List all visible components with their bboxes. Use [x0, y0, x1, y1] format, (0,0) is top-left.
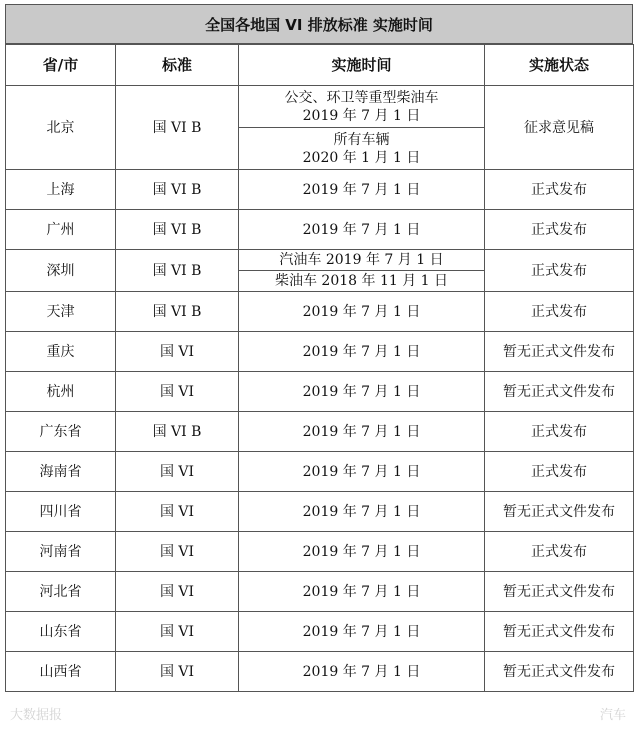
cell-city: 重庆: [6, 332, 116, 372]
cell-standard: 国 VI: [116, 652, 239, 692]
header-standard: 标准: [116, 45, 239, 86]
watermark-left: 大数据报: [10, 708, 63, 723]
cell-time: 2019 年 7 月 1 日: [239, 412, 485, 452]
cell-standard: 国 VI: [116, 612, 239, 652]
table-row: [6, 412, 634, 452]
time-line: 2019 年 7 月 1 日: [302, 107, 421, 124]
cell-standard: 国 VI B: [116, 210, 239, 250]
table-row: [6, 612, 634, 652]
time-line: 2020 年 1 月 1 日: [302, 149, 421, 166]
cell-status: 暂无正式文件发布: [485, 612, 634, 652]
time-line: 公交、环卫等重型柴油车: [284, 89, 439, 106]
header-time: 实施时间: [239, 45, 485, 86]
cell-time: [239, 86, 485, 170]
cell-city: 山西省: [6, 652, 116, 692]
cell-city: 杭州: [6, 372, 116, 412]
cell-standard: 国 VI: [116, 452, 239, 492]
cell-city: 河北省: [6, 572, 116, 612]
cell-status: 正式发布: [485, 532, 634, 572]
header-city: 省/市: [6, 45, 116, 86]
table-title: 全国各地国 VI 排放标准 实施时间: [5, 4, 633, 44]
cell-standard: 国 VI: [116, 532, 239, 572]
table-row: [6, 452, 634, 492]
table-row: [6, 652, 634, 692]
cell-time: 2019 年 7 月 1 日: [239, 452, 485, 492]
cell-time: 2019 年 7 月 1 日: [239, 492, 485, 532]
table-row: [6, 372, 634, 412]
cell-status: 征求意见稿: [485, 86, 634, 170]
table-row: [6, 572, 634, 612]
cell-city: 北京: [6, 86, 116, 170]
emission-table: [5, 44, 634, 692]
cell-status: 正式发布: [485, 412, 634, 452]
cell-status: 正式发布: [485, 170, 634, 210]
cell-standard: 国 VI B: [116, 412, 239, 452]
cell-time: 2019 年 7 月 1 日: [239, 572, 485, 612]
table-row: [6, 332, 634, 372]
cell-time: 2019 年 7 月 1 日: [239, 210, 485, 250]
time-line: 汽油车 2019 年 7 月 1 日: [279, 252, 444, 268]
emission-standard-sheet: [5, 4, 633, 692]
table-row: [6, 86, 634, 170]
cell-city: 河南省: [6, 532, 116, 572]
cell-city: 天津: [6, 292, 116, 332]
table-row: [6, 170, 634, 210]
table-row: [6, 292, 634, 332]
time-line: 所有车辆: [333, 131, 390, 148]
table-row: [6, 250, 634, 292]
cell-status: 暂无正式文件发布: [485, 332, 634, 372]
cell-status: 暂无正式文件发布: [485, 492, 634, 532]
header-status: 实施状态: [485, 45, 634, 86]
cell-time: 2019 年 7 月 1 日: [239, 292, 485, 332]
cell-city: 海南省: [6, 452, 116, 492]
cell-status: 正式发布: [485, 210, 634, 250]
cell-city: 四川省: [6, 492, 116, 532]
cell-status: 正式发布: [485, 452, 634, 492]
cell-standard: 国 VI: [116, 572, 239, 612]
cell-standard: 国 VI B: [116, 292, 239, 332]
time-line: 柴油车 2018 年 11 月 1 日: [274, 273, 449, 289]
cell-standard: 国 VI B: [116, 86, 239, 170]
header-row: [6, 45, 634, 86]
cell-status: 暂无正式文件发布: [485, 572, 634, 612]
cell-time: 2019 年 7 月 1 日: [239, 612, 485, 652]
watermark-right: 汽车: [599, 708, 626, 723]
cell-time: 2019 年 7 月 1 日: [239, 332, 485, 372]
cell-status: 暂无正式文件发布: [485, 652, 634, 692]
table-row: [6, 210, 634, 250]
cell-city: 深圳: [6, 250, 116, 292]
cell-city: 山东省: [6, 612, 116, 652]
cell-city: 广东省: [6, 412, 116, 452]
cell-time: 2019 年 7 月 1 日: [239, 170, 485, 210]
cell-standard: 国 VI: [116, 492, 239, 532]
cell-standard: 国 VI: [116, 332, 239, 372]
cell-standard: 国 VI: [116, 372, 239, 412]
cell-time: 2019 年 7 月 1 日: [239, 532, 485, 572]
table-row: [6, 532, 634, 572]
cell-city: 上海: [6, 170, 116, 210]
cell-status: 正式发布: [485, 292, 634, 332]
cell-standard: 国 VI B: [116, 250, 239, 292]
cell-city: 广州: [6, 210, 116, 250]
cell-time: [239, 250, 485, 292]
table-row: [6, 492, 634, 532]
cell-status: 正式发布: [485, 250, 634, 292]
cell-time: 2019 年 7 月 1 日: [239, 652, 485, 692]
cell-status: 暂无正式文件发布: [485, 372, 634, 412]
cell-time: 2019 年 7 月 1 日: [239, 372, 485, 412]
cell-standard: 国 VI B: [116, 170, 239, 210]
